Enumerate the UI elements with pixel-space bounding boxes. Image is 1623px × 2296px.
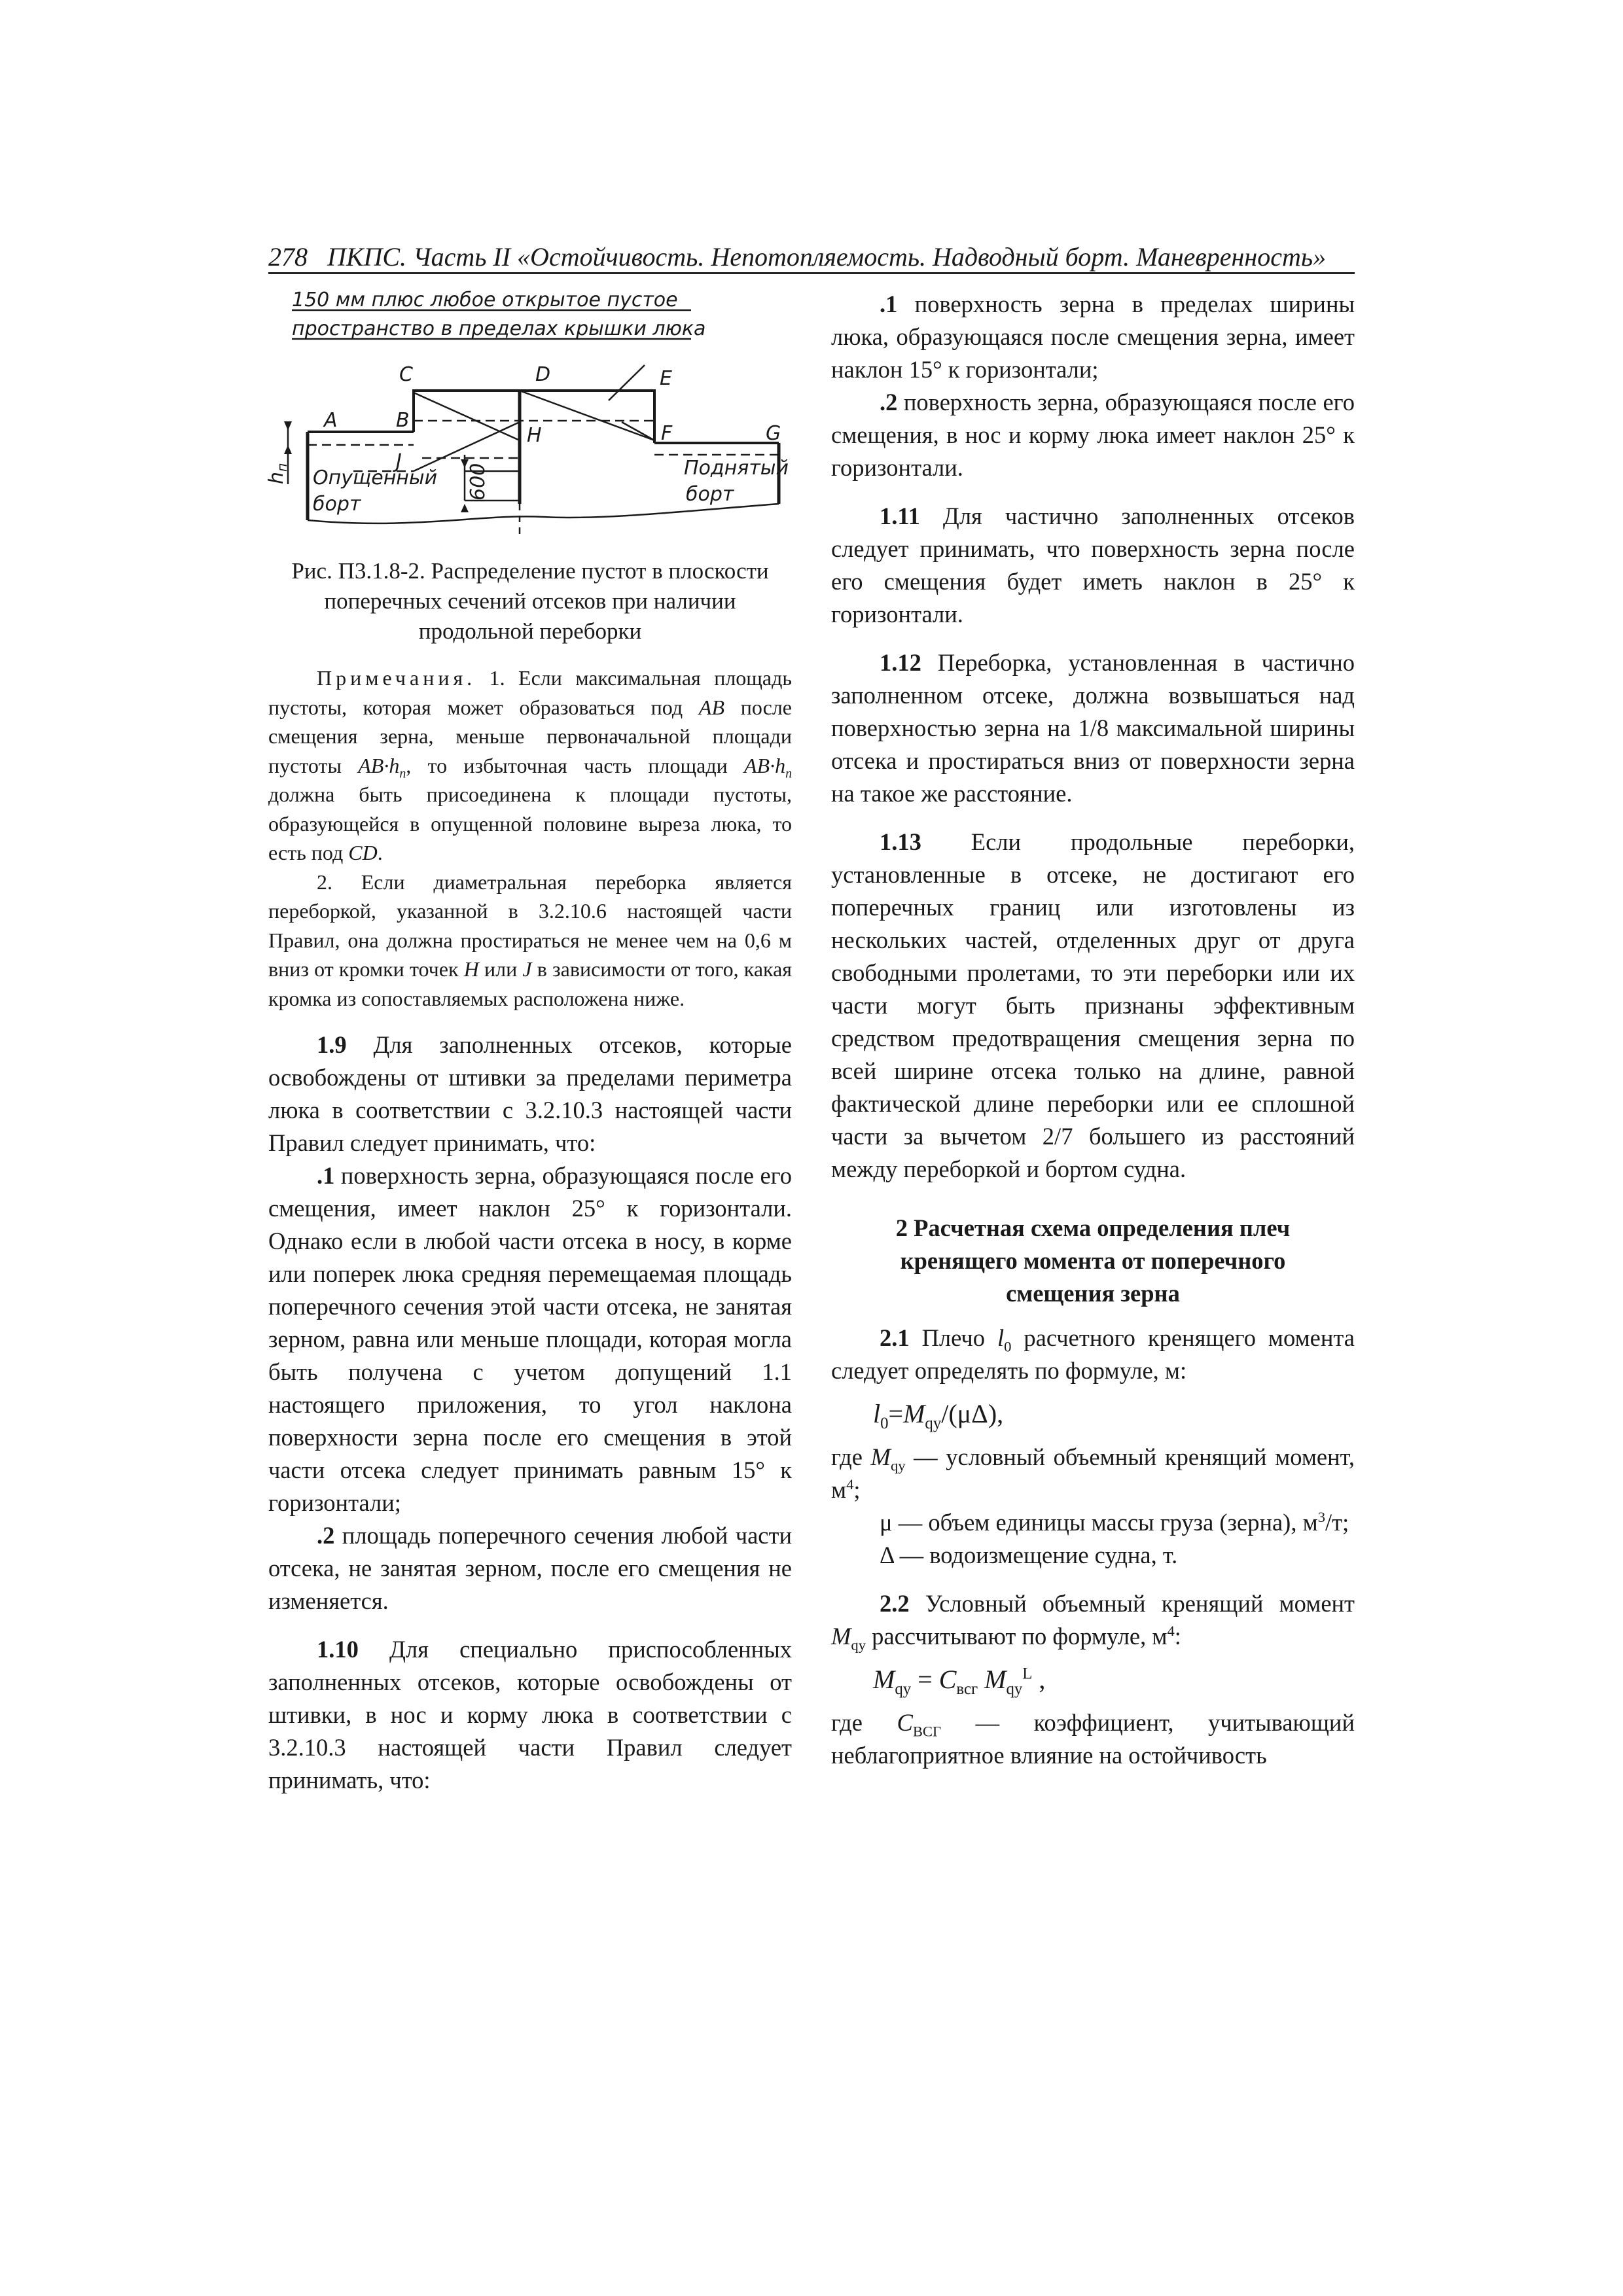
- raised-side-line2: борт: [686, 483, 734, 506]
- paragraph-2-1: 2.1 Плечо $l_0$ расчетного кренящего момента следует определять по формуле, м:: [831, 1324, 1355, 1384]
- section-2-heading: 2 Расчетная схема определения плеч кренящего момента от поперечного смещения зерна: [895, 1214, 1291, 1307]
- paragraph-2-2: 2.2 Условный объемный кренящий момент $M_{qy}$ рассчитывают по формуле, $м^4$:: [831, 1590, 1355, 1653]
- paragraph-1-13: 1.13 Если продольные переборки, установленные в отсеке, не достигают его поперечных границ или изготовлены из нескольких частей, отделенных друг от друга свободными пролетами, то эти переборки или их части могут быть признаны эффективным средством предотвращения смещения зерна по всей ширине отсека только на длине, равной фактической длине переборки или ее сплошной части за вычетом 2/7 большего из расстояний между переборкой и бортом судна.: [831, 828, 1355, 1182]
- figure-caption: Рис. П3.1.8-2. Распределение пустот в плоскости поперечных сечений отсеков при наличии продольной переборки: [291, 558, 769, 644]
- diagram-note-line2: пространство в пределах крышки люка: [292, 317, 706, 340]
- lowered-side-line2: борт: [313, 493, 361, 516]
- point-g-label: G: [766, 422, 781, 445]
- point-a-label: A: [324, 409, 338, 432]
- where-delta: Δ — водоизмещение судна, т.: [880, 1542, 1178, 1568]
- point-d-label: D: [535, 363, 551, 386]
- running-title: ПКПС. Часть II «Остойчивость. Непотопляемость. Надводный борт. Маневренность»: [327, 242, 1327, 272]
- paragraph-1-9: 1.9 Для заполненных отсеков, которые освобождены от штивки за пределами периметра люка в соответствии с 3.2.10.3 настоящей части Правил следует принимать, что:: [268, 1031, 792, 1156]
- right-column: [831, 288, 1355, 1772]
- header-rule: [268, 272, 1355, 274]
- point-f-label: F: [661, 422, 673, 445]
- paragraph-1-9-2: .2 площадь поперечного сечения любой части отсека, не занятая зерном, после его смещения не изменяется.: [268, 1522, 792, 1614]
- where-mqy: где $M_{qy}$ — условный объемный кренящий момент, $м^4$;: [831, 1443, 1355, 1503]
- left-column: [265, 288, 793, 1797]
- paragraph-1-11: 1.11 Для частично заполненных отсеков следует принимать, что поверхность зерна после его смещения будет иметь наклон в 25° к горизонтали.: [831, 503, 1355, 627]
- paragraph-1-10-2: .2 поверхность зерна, образующаяся после его смещения, в нос и корму люка имеет наклон 25° к горизонтали.: [831, 389, 1355, 481]
- paragraph-1-10: 1.10 Для специально приспособленных заполненных отсеков, которые освобождены от штивки, в нос и корму люка в соответствии с 3.2.10.3 настоящей части Правил следует принимать, что:: [268, 1636, 792, 1793]
- point-j-label: J: [396, 450, 402, 473]
- point-b-label: B: [396, 409, 410, 432]
- formula-mqy: $M_{qy} = C_{всг}$ $M_{qy}^L$ ,: [873, 1665, 1046, 1698]
- dim-600-label: 600: [467, 463, 490, 501]
- point-h-label: H: [527, 424, 542, 447]
- paragraph-1-12: 1.12 Переборка, установленная в частично заполненном отсеке, должна возвышаться над поверхностью зерна на 1/8 максимальной ширины отсека и простираться вниз от поверхности зерна на такое же расстояние.: [831, 649, 1355, 807]
- where-mu: μ — объем единицы массы груза (зерна), $м^3/т$;: [880, 1508, 1349, 1536]
- paragraph-1-9-1: .1 поверхность зерна, образующаяся после его смещения, имеет наклон 25° к горизонтали. Однако если в любой части отсека в носу, в корме или поперек люка средняя перемещаемая площадь поперечного сечения этой части отсека, не занятая зерном, равна или меньше площади, которая могла быть получена с учетом допущений 1.1 настоящего приложения, то угол наклона поверхности зерна после его смещения в этой части отсека следует принимать равным 15° к горизонтали;: [268, 1162, 792, 1516]
- point-c-label: C: [399, 363, 413, 386]
- paragraph-1-10-1: .1 поверхность зерна в пределах ширины люка, образующаяся после смещения зерна, имеет наклон 15° к горизонтали;: [831, 291, 1355, 383]
- hp-label: $h_п$: [265, 463, 290, 484]
- diagram-note-line1: 150 мм плюс любое открытое пустое: [292, 289, 678, 311]
- raised-side-line1: Поднятый: [684, 457, 789, 480]
- running-header: [268, 241, 1355, 274]
- bulkhead-void-diagram: [265, 288, 792, 547]
- page-number: 278: [268, 242, 308, 272]
- where-cvsg: где $C_{ВСГ}$ — коэффициент, учитывающий неблагоприятное влияние на остойчивость: [831, 1709, 1355, 1769]
- lowered-side-line1: Опущенный: [313, 467, 438, 489]
- point-e-label: E: [660, 367, 672, 390]
- formula-l0: $l_0=M_{qy}/(\mu\Delta)$,: [873, 1399, 1004, 1432]
- note-1: Примечания. 1. Если максимальная площадь пустоты, которая может образоваться под AB после смещения зерна, меньше первоначальной площади пустоты $AB\cdot h_п$, то избыточная часть площади $AB\cdot h_п$ должна быть присоединена к площади пустоты, образующейся в опущенной половине выреза люка, то есть под CD.: [268, 666, 793, 864]
- notes-block: [268, 663, 792, 1013]
- note-2: 2. Если диаметральная переборка является переборкой, указанной в 3.2.10.6 настоящей части Правил, она должна простираться не менее чем на 0,6 м вниз от кромки точек H или J в зависимости от того, какая кромка из сопоставляемых расположена ниже.: [268, 870, 792, 1010]
